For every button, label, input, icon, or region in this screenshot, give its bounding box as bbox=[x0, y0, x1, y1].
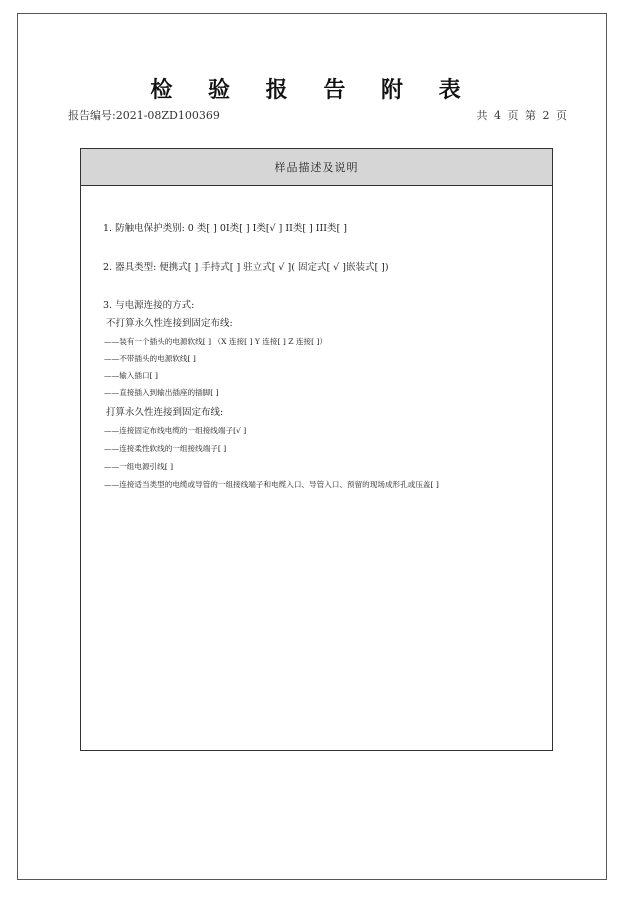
direct-plug-pins: ——直接插入到输出插座的插脚[ ] bbox=[104, 388, 219, 397]
supply-leads: ——一组电源引线[ ] bbox=[104, 462, 174, 471]
table-header: 样品描述及说明 bbox=[81, 149, 552, 186]
appliance-type-line: 2. 器具类型: 便携式[ ] 手持式[ ] 驻立式[ √ ]( 固定式[ √ ]嵌装式[ ]) bbox=[103, 262, 389, 273]
permanent-title: 打算永久性连接到固定布线: bbox=[106, 407, 224, 418]
flexible-cord-terminals: ——连接柔性软线的一组接线端子[ ] bbox=[104, 444, 227, 453]
supply-cord-with-plug: ——装有一个插头的电源软线[ ] （X 连接[ ] Y 连接[ ] Z 连接[ ]） bbox=[104, 337, 328, 346]
supply-cord-without-plug: ——不带插头的电源软线[ ] bbox=[104, 354, 196, 363]
connection-method-title: 3. 与电源连接的方式: bbox=[103, 300, 195, 311]
document-title: 检 验 报 告 附 表 bbox=[150, 77, 475, 103]
page-info: 共 4 页 第 2 页 bbox=[476, 109, 567, 122]
report-number: 报告编号:2021-08ZD100369 bbox=[68, 109, 220, 122]
non-permanent-title: 不打算永久性连接到固定布线: bbox=[106, 318, 233, 329]
cable-conduit-terminals: ——连接适当类型的电缆或导管的一组接线端子和电缆入口、导管入口、预留的现场成形孔或压盖[ ] bbox=[104, 480, 439, 489]
fixed-wiring-terminals: ——连接固定布线电缆的一组接线端子[√ ] bbox=[104, 426, 247, 435]
sample-description-table bbox=[80, 148, 553, 751]
appliance-inlet: ——输入插口[ ] bbox=[104, 371, 158, 380]
protection-class-line: 1. 防触电保护类别: 0 类[ ] 0I类[ ] I类[√ ] II类[ ] III类[ ] bbox=[103, 223, 347, 234]
